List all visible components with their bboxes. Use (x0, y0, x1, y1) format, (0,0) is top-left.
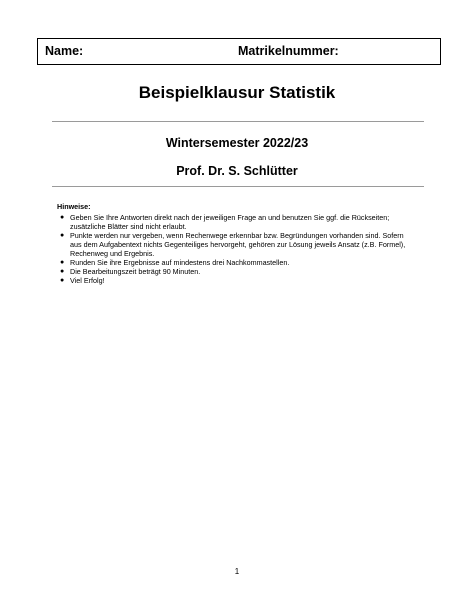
bullet-icon: ● (60, 277, 65, 284)
hint-text: Geben Sie Ihre Antworten direkt nach der jeweiligen Frage an und benutzen Sie ggf. die Rückseiten; zusätzliche Blätter sind nicht erlaubt. (70, 213, 390, 231)
hint-item (57, 213, 407, 231)
hints-section (57, 202, 407, 285)
name-matrikel-box (37, 38, 441, 65)
page-title: Beispielklausur Statistik (138, 83, 336, 102)
bullet-icon: ● (60, 232, 65, 239)
professor-label: Prof. Dr. S. Schlütter (176, 164, 298, 178)
hint-text: Punkte werden nur vergeben, wenn Rechenwege erkennbar bzw. Begründungen vorhanden sind. Sofern aus dem Aufgabentext nichts Gegenteiliges hervorgeht, gehören zur Lösung jeweils Ansatz (z.B. Formel), Rechenweg und Ergebnis. (70, 231, 406, 258)
bullet-icon: ● (60, 259, 65, 266)
hint-text: Viel Erfolg! (70, 276, 105, 285)
matrikel-label: Matrikelnummer: (238, 44, 339, 58)
name-label: Name: (45, 44, 84, 58)
divider-top (52, 121, 424, 122)
hint-item (57, 231, 407, 258)
bullet-icon: ● (60, 214, 65, 221)
hint-item (57, 267, 407, 276)
semester-label: Wintersemester 2022/23 (165, 136, 309, 150)
divider-bottom (52, 186, 424, 187)
hints-list (57, 213, 407, 285)
hint-text: Die Bearbeitungszeit beträgt 90 Minuten. (70, 267, 201, 276)
hint-item (57, 276, 407, 285)
page-number: 1 (234, 567, 240, 576)
bullet-icon: ● (60, 268, 65, 275)
hint-text: Runden Sie ihre Ergebnisse auf mindestens drei Nachkommastellen. (70, 258, 290, 267)
hint-item (57, 258, 407, 267)
hints-heading: Hinweise: (57, 202, 91, 211)
